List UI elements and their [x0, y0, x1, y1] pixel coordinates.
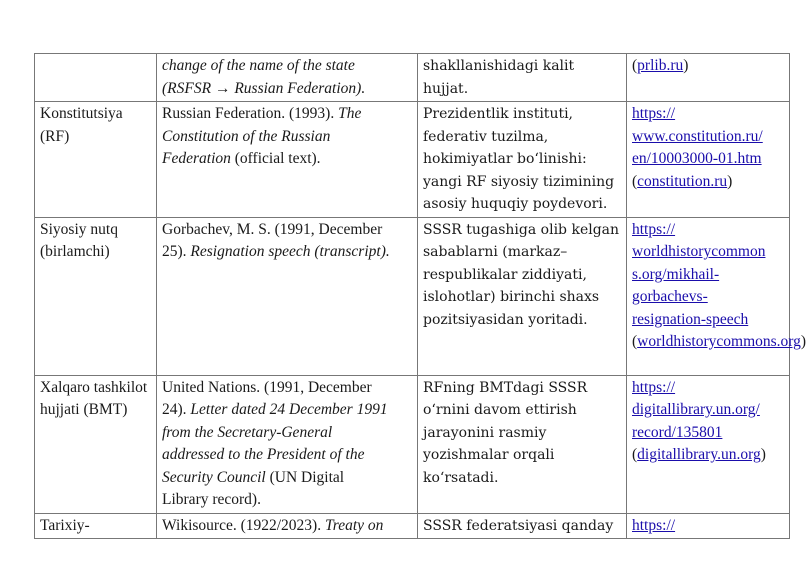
- source-type-text: Tarixiy-: [40, 516, 90, 534]
- citation-text: Security Council: [162, 468, 266, 486]
- cell-description: [418, 102, 627, 218]
- description-text: shakllanishidagi kalit hujjat.: [423, 58, 575, 97]
- citation-line: [162, 399, 413, 422]
- citation-title-text: Treaty on: [324, 516, 384, 534]
- cell-link: [627, 375, 790, 513]
- citation-text: United Nations. (1991, December: [162, 378, 372, 396]
- cell-source-type: [35, 54, 157, 102]
- domain-link[interactable]: worldhistorycommons.org: [637, 333, 801, 350]
- citation-text: 25).: [162, 243, 191, 260]
- url-link-line[interactable]: s.org/mikhail-: [632, 265, 720, 283]
- url-link-line[interactable]: record/135801: [632, 423, 723, 441]
- citation-text: addressed to the President of the: [162, 446, 365, 463]
- cell-source-type: [35, 217, 157, 375]
- citation-text: Wikisource. (1922/2023).: [162, 516, 325, 534]
- citation-text: Gorbachev, M. S. (1991, December: [162, 220, 383, 238]
- cell-citation: [157, 102, 418, 218]
- cell-source-type: [35, 513, 157, 539]
- url-link-line[interactable]: worldhistorycommon: [632, 243, 766, 260]
- citation-line: [162, 241, 413, 264]
- source-type-text: Konstitutsiya (RF): [40, 105, 123, 145]
- cell-description: [418, 217, 627, 375]
- table-row: [35, 217, 790, 375]
- domain-link[interactable]: prlib.ru: [637, 57, 684, 74]
- link-domain: (digitallibrary.un.org): [632, 446, 766, 463]
- url-link-line[interactable]: resignation-speech: [632, 310, 749, 328]
- sources-table: [34, 53, 806, 539]
- cell-source-type: [35, 102, 157, 218]
- cell-citation: [157, 217, 418, 375]
- cell-source-type: [35, 375, 157, 513]
- citation-text: Russian Federation. (1993).: [162, 105, 339, 122]
- domain-link[interactable]: constitution.ru: [637, 172, 728, 190]
- citation-text: change of the name of the state: [162, 57, 355, 74]
- description-text: RFning BMTdagi SSSR oʻrnini davom ettirish jarayonini rasmiy yozishmalar orqali koʻrsatadi.: [423, 379, 588, 486]
- citation-title-text: The: [338, 105, 362, 122]
- cell-citation: [157, 513, 418, 539]
- cell-description: [418, 54, 627, 102]
- citation-line: [162, 55, 413, 78]
- domain-link[interactable]: digitallibrary.un.org: [637, 446, 761, 463]
- table-row: [35, 513, 790, 539]
- cell-link: [627, 217, 806, 375]
- cell-description: [418, 375, 627, 513]
- link-domain: (worldhistorycommons.org): [632, 333, 806, 350]
- citation-line: [162, 148, 413, 171]
- citation-line: [162, 444, 413, 467]
- table-row: [35, 102, 790, 218]
- citation-line: [162, 78, 413, 101]
- citation-title-text: Resignation speech (transcript).: [190, 243, 390, 260]
- cell-link: [627, 54, 790, 102]
- cell-description: [418, 513, 627, 539]
- url-link-line[interactable]: gorbachevs-: [632, 288, 708, 305]
- url-link-line[interactable]: https://: [632, 378, 676, 396]
- description-text: SSSR tugashiga olib kelgan sabablarni (markaz–respublikalar ziddiyati, islohotlar) birinchi shaxs pozitsiyasidan yoritadi.: [423, 221, 620, 328]
- source-type-text: Siyosiy nutq (birlamchi): [40, 220, 118, 260]
- table-row: [35, 375, 790, 513]
- url-link-line[interactable]: https://: [632, 220, 676, 238]
- cell-citation: [157, 375, 418, 513]
- url-link-line[interactable]: https://: [632, 516, 676, 534]
- url-link-line[interactable]: https://: [632, 105, 676, 122]
- citation-line: [162, 489, 413, 512]
- citation-text: (RSFSR → Russian Federation).: [162, 79, 366, 97]
- citation-text: Constitution of the Russian: [162, 127, 331, 145]
- citation-line: [162, 422, 413, 445]
- citation-text: Federation: [162, 150, 231, 167]
- link-domain: (prlib.ru): [632, 57, 689, 74]
- cell-link: [627, 102, 790, 218]
- description-text: SSSR federatsiyasi qanday: [423, 517, 614, 534]
- citation-line: [162, 515, 413, 538]
- citation-line: [162, 467, 413, 490]
- citation-title-text: Letter dated 24 December 1991: [190, 401, 388, 418]
- citation-tail-text: (official text).: [230, 150, 321, 167]
- url-link-line[interactable]: digitallibrary.un.org/: [632, 401, 760, 418]
- source-type-text: Xalqaro tashkilot hujjati (BMT): [40, 378, 148, 418]
- citation-tail-text: (UN Digital: [265, 468, 345, 486]
- citation-line: [162, 103, 413, 126]
- url-link-line[interactable]: www.constitution.ru/: [632, 127, 763, 145]
- citation-line: [162, 219, 413, 242]
- description-text: Prezidentlik instituti, federativ tuzilma, hokimiyatlar boʻlinishi: yangi RF siyosiy tizimining asosiy huquqiy poydevori.: [423, 106, 615, 212]
- table-row: [35, 54, 790, 102]
- link-domain: (constitution.ru): [632, 172, 733, 190]
- citation-line: [162, 126, 413, 149]
- url-link-line[interactable]: en/10003000-01.htm: [632, 150, 762, 167]
- citation-line: [162, 377, 413, 400]
- citation-text: 24).: [162, 401, 191, 418]
- cell-citation: [157, 54, 418, 102]
- citation-text: Library record).: [162, 491, 261, 508]
- citation-text: from the Secretary-General: [162, 423, 333, 441]
- cell-link: [627, 513, 790, 539]
